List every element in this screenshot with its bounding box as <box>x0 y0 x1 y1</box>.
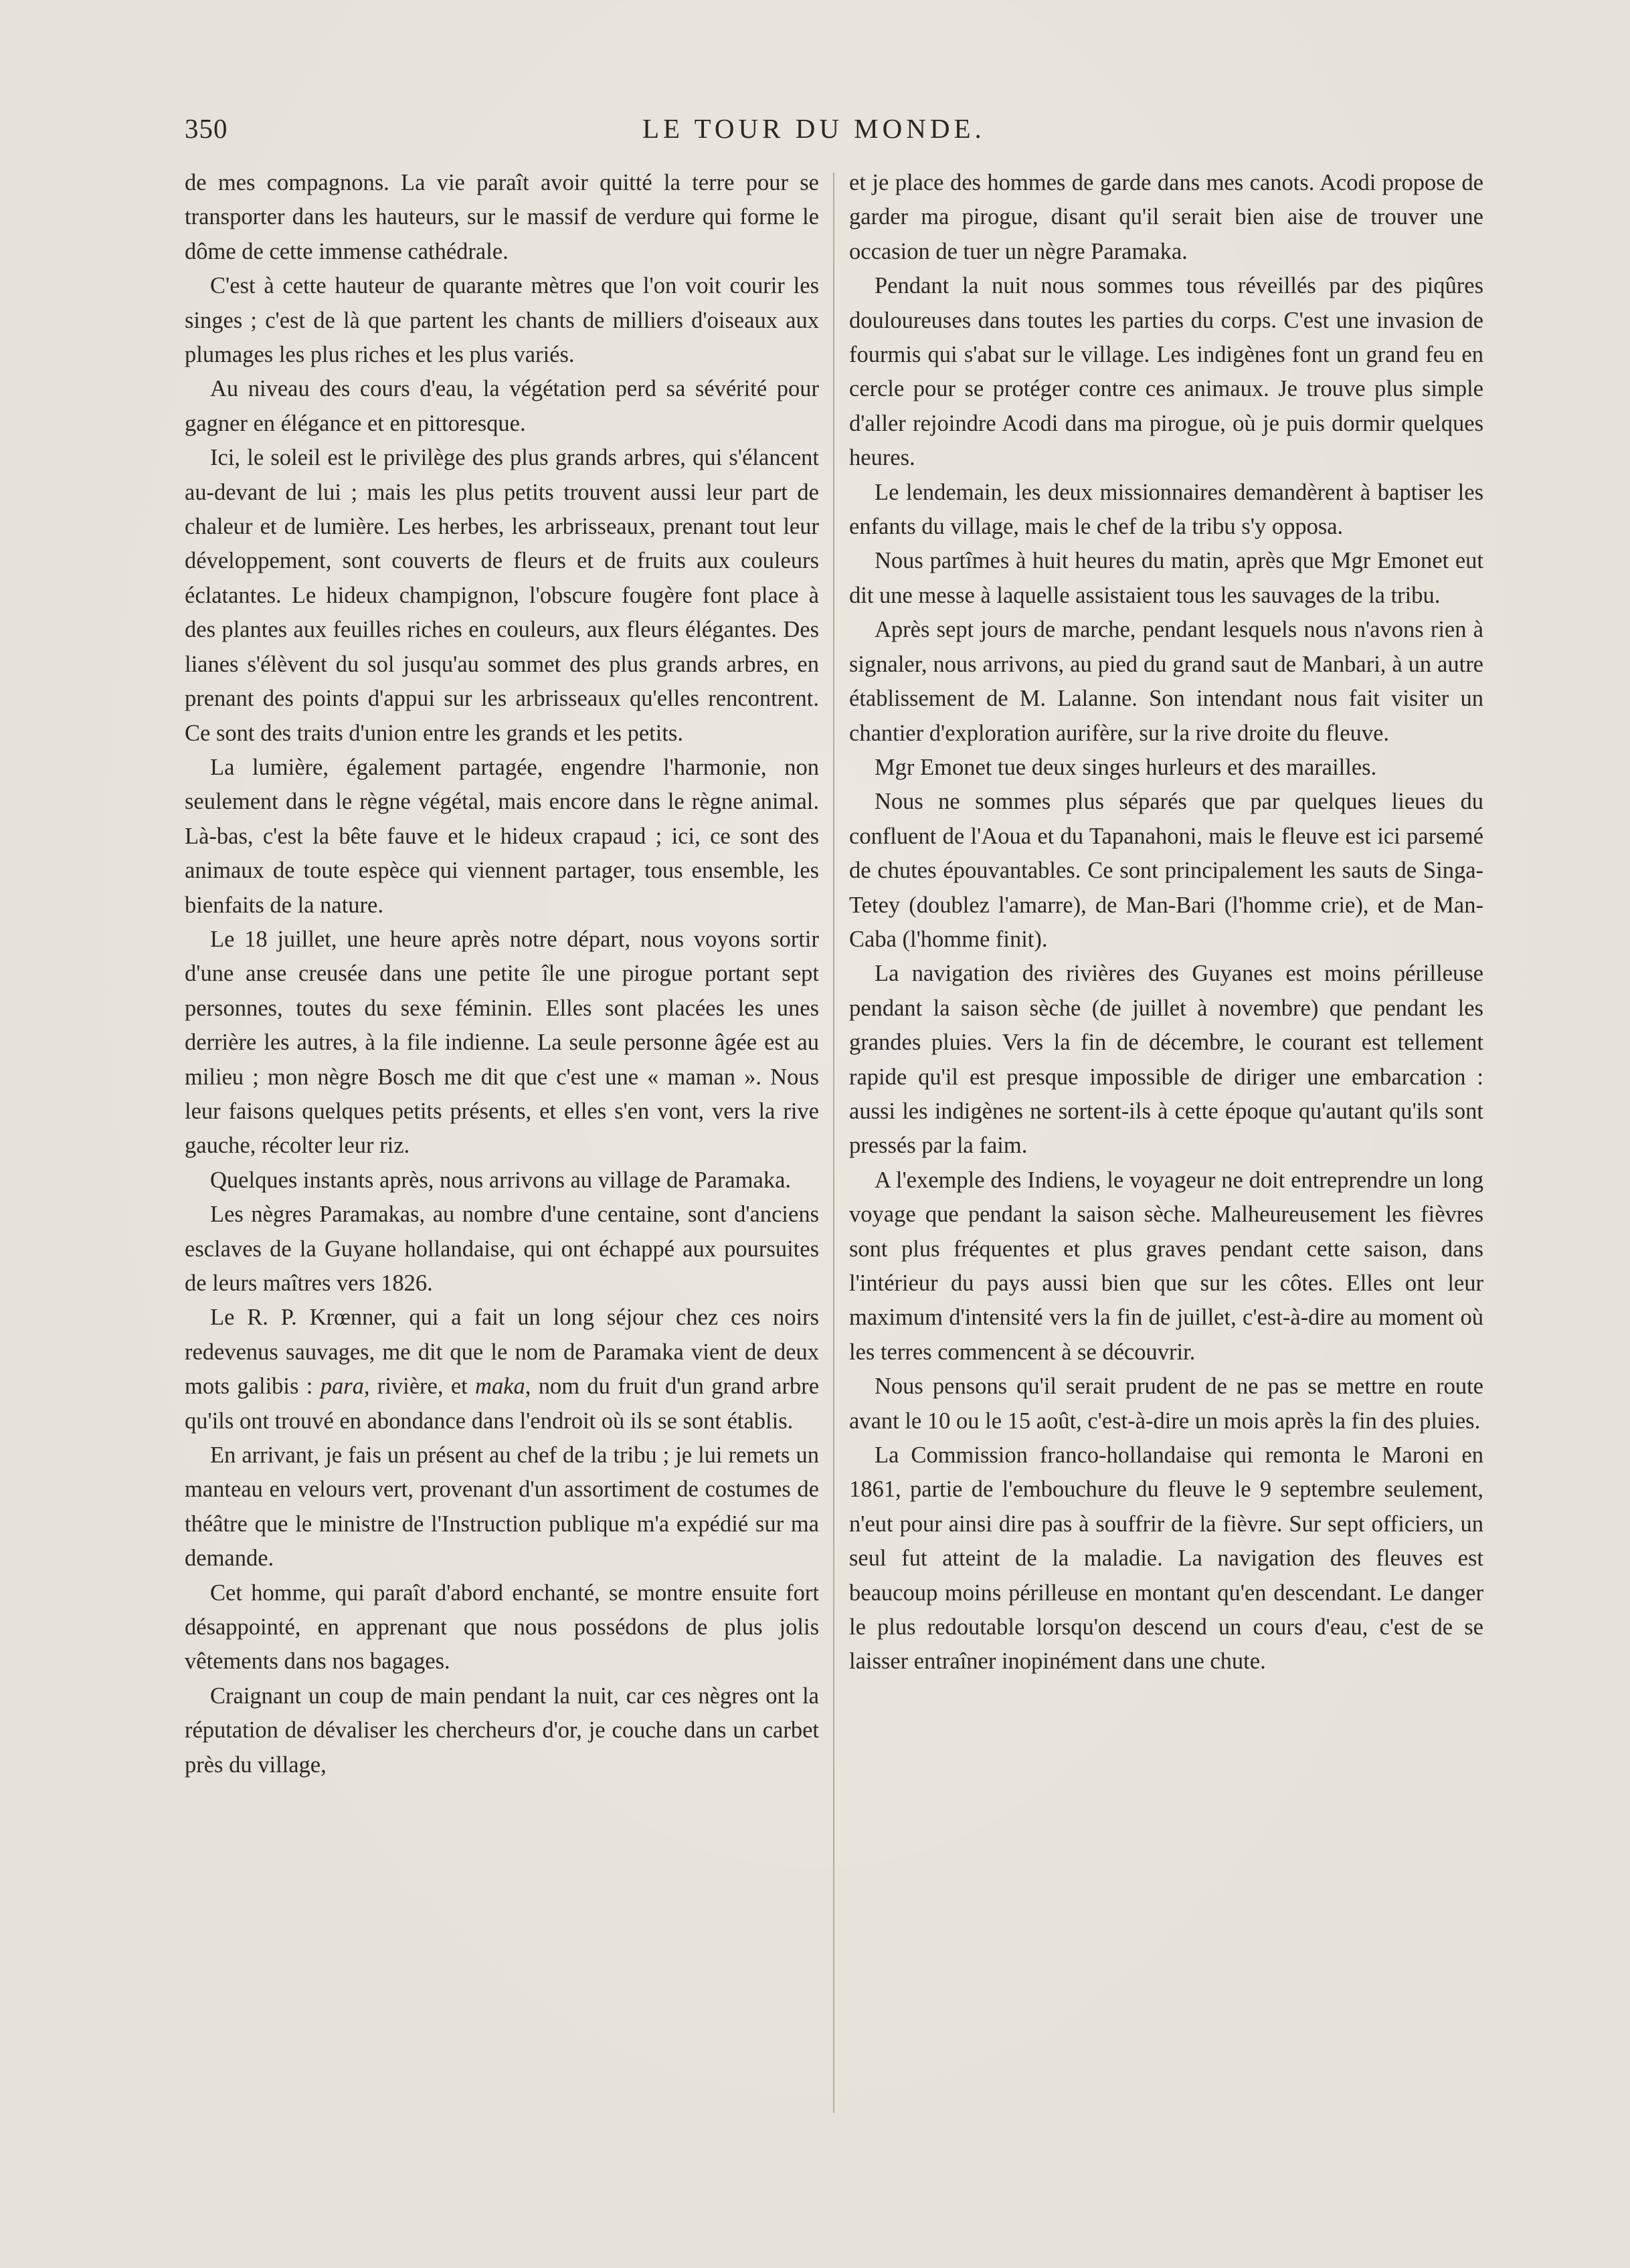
running-title: LE TOUR DU MONDE. <box>642 113 986 144</box>
text-run: Le R. P. Krœnner, qui a fait un long séjour chez ces noirs redevenus sauvages, me dit que le nom de Paramaka vient de deux mots galibis : <box>185 1305 819 1400</box>
paragraph: Au niveau des cours d'eau, la végétation perd sa sévérité pour gagner en élégance et en pittoresque. <box>185 376 819 436</box>
paragraph: Ici, le soleil est le privilège des plus grands arbres, qui s'élancent au-devant de lui ; mais les plus petits trouvent aussi leur part de chaleur et de lumière. Les herbes, les arbrisseaux, prenant tout leur développement, sont couverts de fleurs et de fruits aux couleurs éclatantes. Le hideux champignon, l'obscure fougère font place à des plantes aux feuilles riches en couleurs, aux fleurs élégantes. Des lianes s'élèvent du sol jusqu'au sommet des plus grands arbres, en prenant des points d'appui sur les arbrisseaux qu'elles rencontrent. Ce sont des traits d'union entre les grands et les petits. <box>185 445 819 746</box>
paragraph: Cet homme, qui paraît d'abord enchanté, se montre ensuite fort désappointé, en apprenant que nous possédons de plus jolis vêtements dans nos bagages. <box>185 1580 819 1675</box>
paragraph: Nous ne sommes plus séparés que par quelques lieues du confluent de l'Aoua et du Tapanahoni, mais le fleuve est ici parsemé de chutes épouvantables. Ce sont principalement les sauts de Singa-Tetey (doublez l'amarre), de Man-Bari (l'homme crie), et de Man-Caba (l'homme finit). <box>849 789 1483 952</box>
paragraph: Nous partîmes à huit heures du matin, après que Mgr Emonet eut dit une messe à laquelle assistaient tous les sauvages de la tribu. <box>849 548 1483 608</box>
paragraph: A l'exemple des Indiens, le voyageur ne doit entreprendre un long voyage que pendant la saison sèche. Malheureusement les fièvres sont plus fréquentes et plus graves pendant cette saison, dans l'intérieur du pays aussi bien que sur les côtes. Elles ont leur maximum d'intensité vers la fin de juillet, c'est-à-dire au moment où les terres commencent à se découvrir. <box>849 1167 1483 1365</box>
paragraph: La Commission franco-hollandaise qui remonta le Maroni en 1861, partie de l'embouchure du fleuve le 9 septembre seulement, n'eut pour ainsi dire pas à souffrir de la fièvre. Sur sept officiers, un seul fut atteint de la maladie. La navigation des fleuves est beaucoup moins périlleuse en montant qu'en descendant. Le danger le plus redoutable lorsqu'on descend un cours d'eau, c'est de se laisser entraîner inopinément dans une chute. <box>849 1442 1483 1675</box>
paragraph: C'est à cette hauteur de quarante mètres que l'on voit courir les singes ; c'est de là que partent les chants de milliers d'oiseaux aux plumages les plus riches et les plus variés. <box>185 273 819 368</box>
paragraph: Craignant un coup de main pendant la nuit, car ces nègres ont la réputation de dévaliser les chercheurs d'or, je couche dans un carbet près du village, <box>185 1683 819 1778</box>
paragraph: Le lendemain, les deux missionnaires demandèrent à baptiser les enfants du village, mais le chef de la tribu s'y opposa. <box>849 479 1483 540</box>
text-run: , rivière, et <box>363 1374 476 1400</box>
paragraph: La lumière, également partagée, engendre l'harmonie, non seulement dans le règne végétal, mais encore dans le règne animal. Là-bas, c'est la bête fauve et le hideux crapaud ; ici, ce sont des animaux de toute espèce qui viennent partager, tous ensemble, les bienfaits de la nature. <box>185 754 819 918</box>
paragraph-with-italics <box>185 1301 819 1438</box>
paragraph: En arrivant, je fais un présent au chef de la tribu ; je lui remets un manteau en velours vert, provenant d'un assortiment de costumes de théâtre que le ministre de l'Instruction publique m'a expédié sur ma demande. <box>185 1442 819 1572</box>
paragraph: Quelques instants après, nous arrivons au village de Paramaka. <box>210 1167 792 1193</box>
paragraph: Les nègres Paramakas, au nombre d'une centaine, sont d'anciens esclaves de la Guyane hollandaise, qui ont échappé aux poursuites de leurs maîtres vers 1826. <box>185 1202 819 1296</box>
paragraph: Le 18 juillet, une heure après notre départ, nous voyons sortir d'une anse creusée dans une petite île une pirogue portant sept personnes, toutes du sexe féminin. Elles sont placées les unes derrière les autres, à la file indienne. La seule personne âgée est au milieu ; mon nègre Bosch me dit que c'est une « maman ». Nous leur faisons quelques petits présents, et elles s'en vont, vers la rive gauche, récolter leur riz. <box>185 926 819 1159</box>
paragraph: de mes compagnons. La vie paraît avoir quitté la terre pour se transporter dans les hauteurs, sur le massif de verdure qui forme le dôme de cette immense cathédrale. <box>185 170 819 264</box>
paragraph: La navigation des rivières des Guyanes est moins périlleuse pendant la saison sèche (de juillet à novembre) que pendant les grandes pluies. Vers la fin de décembre, le courant est tellement rapide qu'il est presque impossible de diriger une embarcation : aussi les indigènes ne sortent-ils à cette époque qu'autant qu'ils sont pressés par la faim. <box>849 961 1483 1159</box>
column-divider <box>833 173 834 2113</box>
italic-term: maka <box>475 1374 525 1400</box>
right-column <box>849 166 1483 1679</box>
paragraph: Nous pensons qu'il serait prudent de ne pas se mettre en route avant le 10 ou le 15 août, c'est-à-dire un mois après la fin des pluies. <box>849 1374 1483 1434</box>
left-column <box>185 166 819 1782</box>
paragraph: Mgr Emonet tue deux singes hurleurs et des marailles. <box>875 754 1377 780</box>
paragraph: et je place des hommes de garde dans mes canots. Acodi propose de garder ma pirogue, disant qu'il serait bien aise de trouver une occasion de tuer un nègre Paramaka. <box>849 170 1483 264</box>
text-run: , nom du fruit d'un grand arbre qu'ils ont trouvé en abondance dans l'endroit où ils se sont établis. <box>185 1374 820 1434</box>
paragraph: Après sept jours de marche, pendant lesquels nous n'avons rien à signaler, nous arrivons, au pied du grand saut de Manbari, à un autre établissement de M. Lalanne. Son intendant nous fait visiter un chantier d'exploration aurifère, sur la rive droite du fleuve. <box>849 617 1483 746</box>
page-number: 350 <box>185 113 228 144</box>
paragraph: Pendant la nuit nous sommes tous réveillés par des piqûres douloureuses dans toutes les parties du corps. C'est une invasion de fourmis qui s'abat sur le village. Les indigènes font un grand feu en cercle pour se protéger contre ces animaux. Je trouve plus simple d'aller rejoindre Acodi dans ma pirogue, où je puis dormir quelques heures. <box>849 273 1483 471</box>
italic-term: para <box>320 1374 364 1400</box>
